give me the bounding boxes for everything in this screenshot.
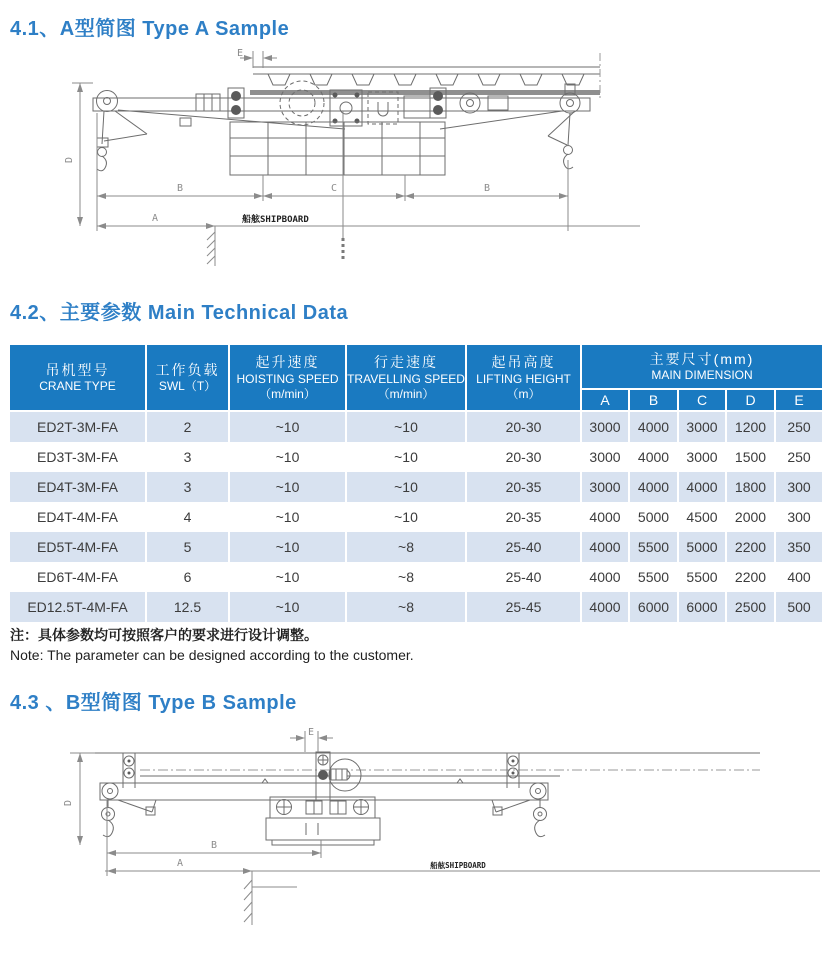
cell-E: 400 <box>775 562 823 592</box>
cell-A: 4000 <box>581 562 629 592</box>
cell-E: 300 <box>775 502 823 532</box>
cell-travel: ~8 <box>346 592 466 622</box>
header-zh: 吊机型号 <box>45 361 110 378</box>
cell-A: 3000 <box>581 472 629 502</box>
header-zh: 起升速度 <box>255 354 320 371</box>
col-header-travelling-speed <box>346 344 466 411</box>
cell-A: 3000 <box>581 411 629 442</box>
cell-B: 5500 <box>629 532 678 562</box>
cell-swl: 5 <box>146 532 229 562</box>
cell-E: 500 <box>775 592 823 622</box>
shipboard-label: 船舷SHIPBOARD <box>242 215 309 225</box>
cell-type: ED2T-3M-FA <box>9 411 146 442</box>
header-en: LIFTING HEIGHT <box>476 371 571 386</box>
col-header-dim-b: B <box>629 389 678 411</box>
header-en: CRANE TYPE <box>39 379 116 394</box>
cell-travel: ~10 <box>346 472 466 502</box>
dim-label-e: E <box>307 728 315 738</box>
header-zh: 起吊高度 <box>491 354 556 371</box>
col-header-swl <box>146 344 229 411</box>
cell-A: 4000 <box>581 592 629 622</box>
header-en: SWL（T） <box>158 379 217 394</box>
cell-C: 4500 <box>678 502 726 532</box>
cell-height: 20-30 <box>466 442 581 472</box>
type-a-labels <box>64 48 490 225</box>
col-header-dim-a: A <box>581 389 629 411</box>
note-en: Note: The parameter can be designed according to the customer. <box>10 646 414 663</box>
cell-B: 5500 <box>629 562 678 592</box>
cell-C: 5000 <box>678 532 726 562</box>
cell-type: ED5T-4M-FA <box>9 532 146 562</box>
cell-swl: 6 <box>146 562 229 592</box>
col-header-main-dimension <box>581 344 823 389</box>
cell-E: 300 <box>775 472 823 502</box>
cell-travel: ~8 <box>346 532 466 562</box>
col-header-dim-d: D <box>726 389 775 411</box>
cell-C: 5500 <box>678 562 726 592</box>
type-a-structure <box>93 53 600 238</box>
cell-hoist: ~10 <box>229 532 346 562</box>
cell-travel: ~10 <box>346 502 466 532</box>
cell-height: 25-40 <box>466 532 581 562</box>
cell-D: 1800 <box>726 472 775 502</box>
dim-label-b-right: B <box>483 183 491 194</box>
cell-B: 5000 <box>629 502 678 532</box>
header-zh: 主要尺寸(mm) <box>649 350 755 367</box>
dim-label-b: B <box>210 840 218 851</box>
type-a-svg <box>0 48 830 280</box>
cell-travel: ~8 <box>346 562 466 592</box>
type-b-structure <box>73 752 760 845</box>
type-b-labels <box>63 728 486 870</box>
cell-A: 4000 <box>581 502 629 532</box>
cell-swl: 12.5 <box>146 592 229 622</box>
cell-D: 2200 <box>726 562 775 592</box>
cell-height: 20-35 <box>466 502 581 532</box>
table-row <box>9 442 823 472</box>
col-header-crane-type <box>9 344 146 411</box>
cell-height: 20-35 <box>466 472 581 502</box>
dim-label-a: A <box>176 858 184 869</box>
section-heading-42: 4.2、主要参数 Main Technical Data <box>10 302 349 324</box>
header-en: HOISTING SPEED <box>236 371 339 386</box>
cell-height: 25-40 <box>466 562 581 592</box>
col-header-hoisting-speed <box>229 344 346 411</box>
cell-D: 1500 <box>726 442 775 472</box>
cell-C: 6000 <box>678 592 726 622</box>
header-row-main <box>9 344 823 389</box>
notes-block <box>10 626 414 665</box>
header-unit: （m） <box>506 386 541 401</box>
section-heading-41: 4.1、A型简图 Type A Sample <box>10 18 290 40</box>
cell-E: 250 <box>775 442 823 472</box>
cell-height: 25-45 <box>466 592 581 622</box>
cell-type: ED4T-4M-FA <box>9 502 146 532</box>
cell-C: 3000 <box>678 442 726 472</box>
cell-C: 3000 <box>678 411 726 442</box>
header-unit: （m/min） <box>259 386 316 401</box>
table-body <box>9 411 823 622</box>
cell-D: 2200 <box>726 532 775 562</box>
col-header-dim-e: E <box>775 389 823 411</box>
type-b-svg <box>0 728 830 950</box>
cell-hoist: ~10 <box>229 502 346 532</box>
cell-D: 2500 <box>726 592 775 622</box>
cell-type: ED3T-3M-FA <box>9 442 146 472</box>
header-unit: （m/min） <box>377 386 435 401</box>
cell-C: 4000 <box>678 472 726 502</box>
dim-label-a: A <box>151 213 159 224</box>
shipboard-label: 船舷SHIPBOARD <box>430 861 486 870</box>
header-zh: 行走速度 <box>374 354 438 371</box>
cell-swl: 3 <box>146 472 229 502</box>
cell-swl: 4 <box>146 502 229 532</box>
cell-D: 1200 <box>726 411 775 442</box>
cell-type: ED4T-3M-FA <box>9 472 146 502</box>
cell-A: 3000 <box>581 442 629 472</box>
header-en: MAIN DIMENSION <box>651 368 753 383</box>
cell-E: 350 <box>775 532 823 562</box>
cell-A: 4000 <box>581 532 629 562</box>
cell-B: 4000 <box>629 411 678 442</box>
cell-height: 20-30 <box>466 411 581 442</box>
table-head <box>9 344 823 411</box>
cell-hoist: ~10 <box>229 592 346 622</box>
spec-table <box>8 343 824 622</box>
table-row <box>9 532 823 562</box>
cell-hoist: ~10 <box>229 472 346 502</box>
type-b-drawing <box>0 728 830 950</box>
table-row <box>9 592 823 622</box>
cell-B: 4000 <box>629 472 678 502</box>
col-header-dim-c: C <box>678 389 726 411</box>
cell-swl: 3 <box>146 442 229 472</box>
cell-travel: ~10 <box>346 411 466 442</box>
type-a-arrowheads <box>77 55 568 229</box>
table-row <box>9 502 823 532</box>
header-en: TRAVELLING SPEED <box>347 371 465 386</box>
cell-D: 2000 <box>726 502 775 532</box>
note-zh: 注：具体参数均可按照客户的要求进行设计调整。 <box>10 627 318 643</box>
dim-label-c: C <box>330 183 338 194</box>
dim-label-e: E <box>236 48 244 59</box>
type-b-dimensions <box>70 731 820 925</box>
dim-label-d: D <box>64 156 75 164</box>
cell-hoist: ~10 <box>229 442 346 472</box>
cell-type: ED12.5T-4M-FA <box>9 592 146 622</box>
cell-E: 250 <box>775 411 823 442</box>
table-row <box>9 472 823 502</box>
section-heading-43: 4.3 、B型简图 Type B Sample <box>10 692 297 714</box>
table-row <box>9 562 823 592</box>
type-a-drawing <box>0 48 830 280</box>
table-row <box>9 411 823 442</box>
cell-swl: 2 <box>146 411 229 442</box>
cell-B: 6000 <box>629 592 678 622</box>
dim-label-b-left: B <box>176 183 184 194</box>
col-header-lifting-height <box>466 344 581 411</box>
header-zh: 工作负载 <box>155 361 220 378</box>
cell-hoist: ~10 <box>229 411 346 442</box>
cell-travel: ~10 <box>346 442 466 472</box>
cell-B: 4000 <box>629 442 678 472</box>
cell-type: ED6T-4M-FA <box>9 562 146 592</box>
cell-hoist: ~10 <box>229 562 346 592</box>
dim-label-d: D <box>63 799 74 807</box>
